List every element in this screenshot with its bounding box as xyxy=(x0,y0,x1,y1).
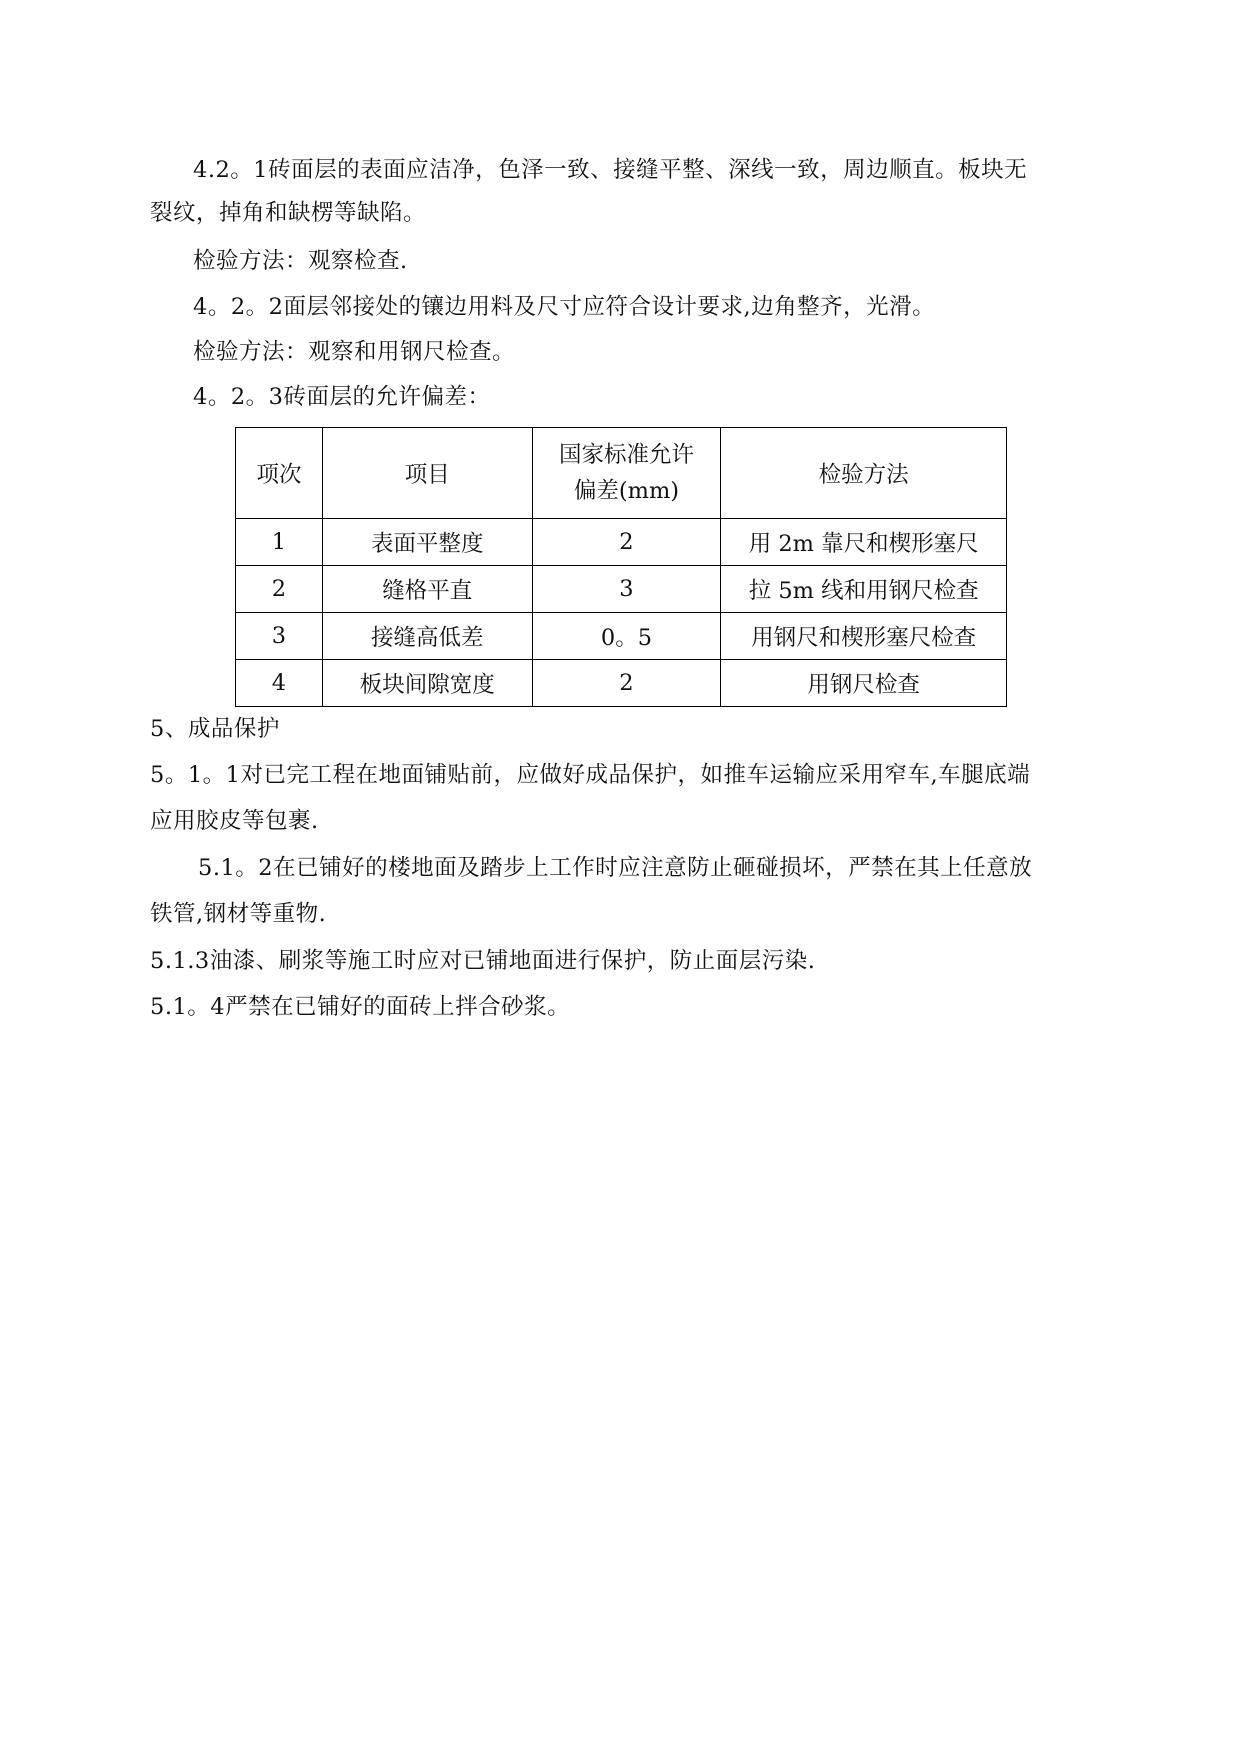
header-item: 项目 xyxy=(322,428,532,519)
table-row xyxy=(236,519,1007,566)
section-5-title: 5、成品保护 xyxy=(150,716,280,742)
para-5-1-1-line1: 5。1。1对已完工程在地面铺贴前，应做好成品保护，如推车运输应采用窄车,车腿底端 xyxy=(150,762,1031,788)
para-4-2-1-line2: 裂纹，掉角和缺楞等缺陷。 xyxy=(150,200,427,226)
cell-no: 1 xyxy=(236,519,323,566)
para-5-1-4: 5.1。4严禁在已铺好的面砖上拌合砂浆。 xyxy=(150,994,571,1020)
table-row xyxy=(236,613,1007,660)
cell-method: 拉 5m 线和用钢尺检查 xyxy=(721,566,1007,613)
header-tolerance xyxy=(532,428,721,519)
cell-no: 3 xyxy=(236,613,323,660)
cell-tolerance: 3 xyxy=(532,566,721,613)
header-tolerance-line2: 偏差(mm) xyxy=(573,478,680,504)
para-4-2-3-title: 4。2。3砖面层的允许偏差： xyxy=(193,384,491,410)
cell-tolerance: 2 xyxy=(532,519,721,566)
para-5-1-1-line2: 应用胶皮等包裹. xyxy=(150,808,319,834)
table-header-row xyxy=(236,428,1007,519)
cell-item: 板块间隙宽度 xyxy=(322,660,532,707)
para-4-2-2-method: 检验方法：观察和用钢尺检查。 xyxy=(193,339,516,365)
table-row xyxy=(236,660,1007,707)
para-5-1-2-line1: 5.1。2在已铺好的楼地面及踏步上工作时应注意防止砸碰损坏，严禁在其上任意放 xyxy=(198,855,1033,881)
para-4-2-2-line1: 4。2。2面层邻接处的镶边用料及尺寸应符合设计要求,边角整齐，光滑。 xyxy=(193,294,936,320)
header-method: 检验方法 xyxy=(721,428,1007,519)
cell-tolerance: 2 xyxy=(532,660,721,707)
para-4-2-1-method: 检验方法：观察检查. xyxy=(193,248,408,274)
para-5-1-2-line2: 铁管,钢材等重物. xyxy=(150,901,327,927)
cell-method: 用钢尺和楔形塞尺检查 xyxy=(721,613,1007,660)
cell-method: 用钢尺检查 xyxy=(721,660,1007,707)
header-tolerance-line1: 国家标准允许 xyxy=(558,442,694,468)
tolerance-table xyxy=(235,427,1007,707)
header-no: 项次 xyxy=(236,428,323,519)
cell-no: 4 xyxy=(236,660,323,707)
cell-item: 表面平整度 xyxy=(322,519,532,566)
para-5-1-3: 5.1.3油漆、刷浆等施工时应对已铺地面进行保护，防止面层污染. xyxy=(150,948,816,974)
table-row xyxy=(236,566,1007,613)
cell-tolerance: 0。5 xyxy=(532,613,721,660)
para-4-2-1-line1: 4.2。1砖面层的表面应洁净，色泽一致、接缝平整、深线一致，周边顺直。板块无 xyxy=(193,157,1028,183)
cell-no: 2 xyxy=(236,566,323,613)
cell-item: 缝格平直 xyxy=(322,566,532,613)
cell-method: 用 2m 靠尺和楔形塞尺 xyxy=(721,519,1007,566)
cell-item: 接缝高低差 xyxy=(322,613,532,660)
